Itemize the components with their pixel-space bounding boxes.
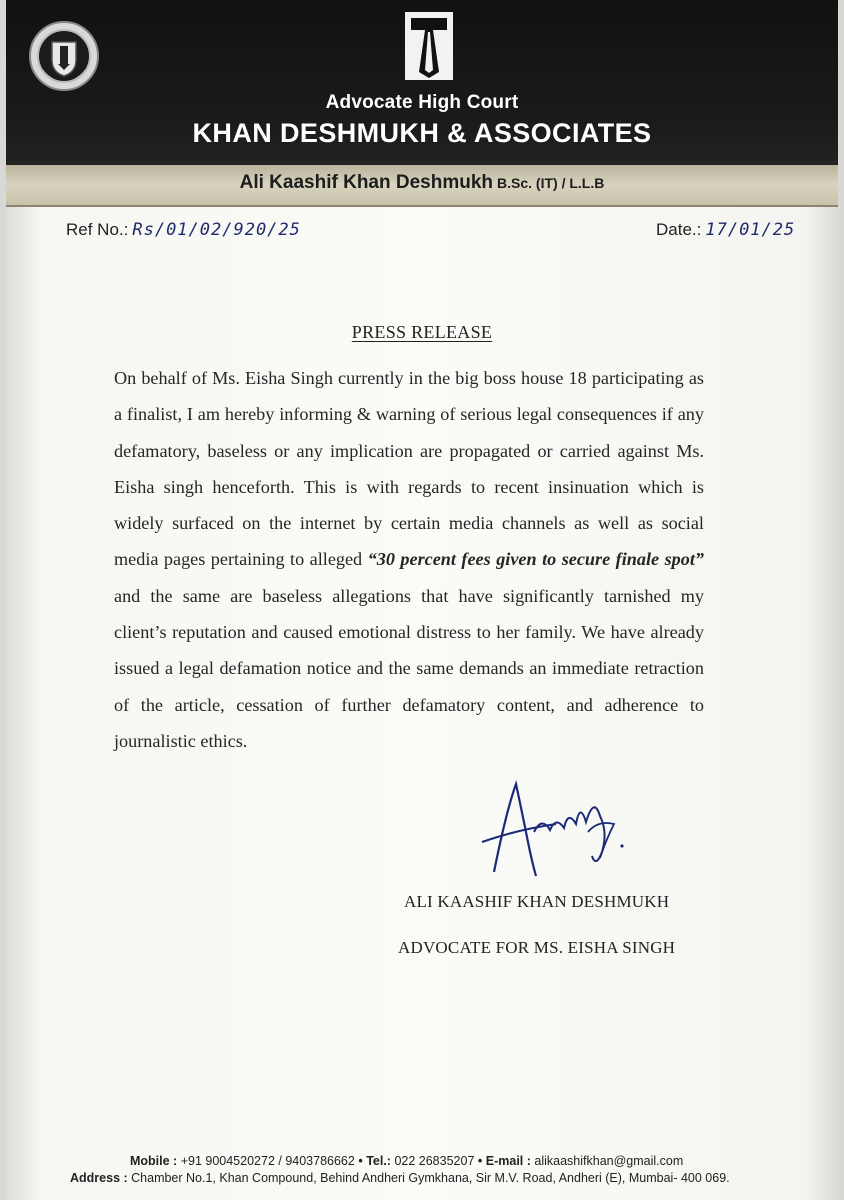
document-title: PRESS RELEASE <box>351 322 493 342</box>
address-label: Address : <box>70 1171 128 1185</box>
signatory-role: ADVOCATE FOR MS. EISHA SINGH <box>398 938 676 957</box>
press-release-body <box>114 360 704 759</box>
ref-value: Rs/01/02/920/25 <box>132 220 301 240</box>
body-text-after: and the same are baseless allegations that have significantly tarnished my client’s reputation and caused emotional distress to her family. We have already issued a legal defamation notice and the same demands an immediate retraction of the article, cessation of further defamatory content, and adherence to journalistic ethics. <box>114 585 704 751</box>
email-address: alikaashifkhan@gmail.com <box>534 1154 684 1168</box>
tel-number: 022 26835207 <box>394 1154 475 1168</box>
ref-label: Ref No.: <box>66 220 129 239</box>
letter-date <box>656 220 795 240</box>
advocate-name: Ali Kaashif Khan Deshmukh <box>239 172 494 193</box>
letterhead-page <box>6 0 838 1200</box>
reference-number <box>66 220 301 240</box>
email-label: E-mail : <box>485 1154 531 1168</box>
handwritten-signature <box>476 772 646 892</box>
signatory-name: ALI KAASHIF KHAN DESHMUKH <box>404 892 670 911</box>
date-value: 17/01/25 <box>705 220 796 240</box>
advocate-degree: B.Sc. (IT) / L.L.B <box>497 175 605 191</box>
emblem-logo-icon <box>28 20 100 92</box>
mobile-numbers: +91 9004520272 / 9403786662 <box>180 1154 355 1168</box>
court-title: Advocate High Court <box>325 92 519 113</box>
advocate-bands-icon <box>403 10 455 82</box>
firm-name: KHAN DESHMUKH & ASSOCIATES <box>192 118 652 148</box>
footer-contact-row: Mobile : +91 9004520272 / 9403786662 • Tel.: 022 26835207 • E-mail : alikaashifkhan@gmail.com <box>130 1154 684 1168</box>
mobile-label: Mobile : <box>130 1154 178 1168</box>
footer-address-row <box>70 1171 730 1185</box>
body-text-before: On behalf of Ms. Eisha Singh currently in the big boss house 18 participating as a finalist, I am hereby informing & warning of serious legal consequences if any defamatory, baseless or any implication are propagated or carried against Ms. Eisha singh henceforth. This is with regards to recent insinuation which is widely surfaced on the internet by certain media channels as well as social media pages pertaining to alleged <box>114 368 704 570</box>
quoted-allegation: “30 percent fees given to secure finale spot” <box>367 549 704 570</box>
address-text: Chamber No.1, Khan Compound, Behind Andheri Gymkhana, Sir M.V. Road, Andheri (E), Mumbai- 400 069. <box>131 1171 730 1185</box>
date-label: Date.: <box>656 220 702 239</box>
advocate-name-line <box>6 172 838 194</box>
tel-label: Tel.: <box>366 1154 391 1168</box>
